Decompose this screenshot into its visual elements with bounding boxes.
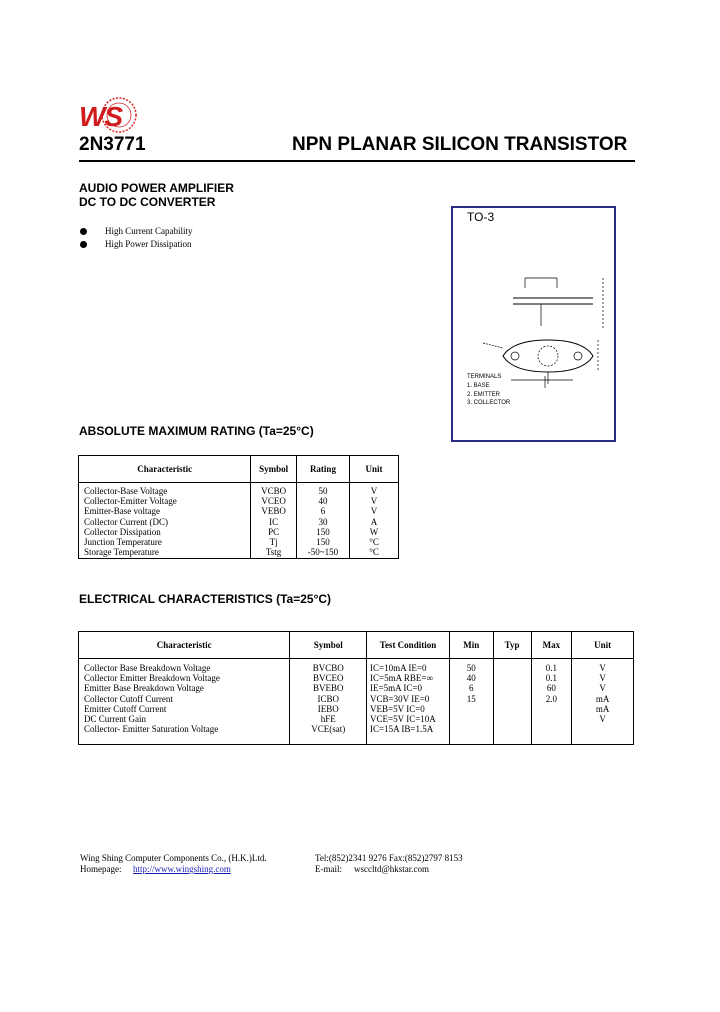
- table-cell: VCB=30V IE=0: [370, 693, 430, 704]
- table-cell: Emitter Base Breakdown Voltage: [84, 683, 204, 694]
- symbol-column: [251, 483, 296, 559]
- table-cell: V: [370, 486, 378, 496]
- table-cell: 150: [316, 537, 330, 548]
- table-cell: 6: [469, 683, 474, 694]
- col-header-max: Max: [531, 632, 572, 659]
- table-cell: °C: [369, 537, 379, 548]
- terminal-3: 3. COLLECTOR: [467, 400, 511, 406]
- table-cell: 2.0: [545, 693, 558, 704]
- feature-2: High Power Dissipation: [105, 239, 192, 249]
- unit-column: [350, 483, 399, 559]
- table-cell: W: [369, 526, 379, 537]
- col-header-min: Min: [449, 632, 493, 659]
- unit-column: [572, 659, 634, 745]
- bullet-icon: [80, 241, 87, 248]
- table-cell: 40: [318, 496, 328, 507]
- abs-max-title: ABSOLUTE MAXIMUM RATING (Ta=25°C): [79, 424, 314, 438]
- table-cell: BVCBO: [312, 663, 344, 673]
- table-cell: VCE=5V IC=10A: [370, 714, 436, 725]
- table-cell: 150: [316, 526, 330, 537]
- footer-company: Wing Shing Computer Components Co., (H.K.)Ltd.: [80, 853, 267, 863]
- table-cell: V: [370, 506, 378, 517]
- footer-email-label: E-mail:: [315, 864, 342, 874]
- table-cell: BVEBO: [312, 683, 344, 694]
- email-link[interactable]: wsccltd@hkstar.com: [354, 864, 430, 874]
- elec-table: [78, 631, 634, 745]
- table-cell: 50: [466, 663, 476, 673]
- table-cell: ICBO: [317, 693, 339, 704]
- col-header-rating: Rating: [296, 456, 349, 483]
- table-cell: 30: [318, 516, 328, 527]
- table-cell: 15: [466, 693, 476, 704]
- col-header-unit: Unit: [572, 632, 634, 659]
- table-cell: V: [599, 673, 606, 684]
- table-cell: V: [370, 496, 378, 507]
- characteristic-column: [79, 483, 251, 559]
- table-cell: PC: [268, 526, 280, 537]
- terminals-title: TERMINALS: [467, 374, 502, 380]
- table-cell: DC Current Gain: [84, 714, 146, 725]
- col-header-characteristic: Characteristic: [79, 632, 290, 659]
- table-cell: IC=15A IB=1.5A: [370, 724, 434, 735]
- table-cell: V: [599, 683, 606, 694]
- characteristic-column: [79, 659, 290, 745]
- table-cell: mA: [595, 703, 610, 714]
- table-cell: 40: [466, 673, 476, 684]
- table-cell: Storage Temperature: [84, 547, 159, 558]
- table-cell: 6: [320, 506, 326, 517]
- homepage-link[interactable]: http://www.wingshing.com: [133, 864, 231, 874]
- table-cell: °C: [369, 547, 379, 558]
- page-title: NPN PLANAR SILICON TRANSISTOR: [292, 134, 628, 155]
- table-cell: BVCEO: [312, 673, 344, 684]
- table-cell: 60: [546, 683, 556, 694]
- elec-title: ELECTRICAL CHARACTERISTICS (Ta=25°C): [79, 592, 332, 606]
- table-cell: mA: [595, 693, 610, 704]
- table-cell: VCBO: [261, 486, 287, 496]
- typ-column: [493, 659, 531, 745]
- table-cell: -50~150: [307, 547, 339, 558]
- footer-homepage-label: Homepage:: [80, 864, 122, 874]
- table-cell: hFE: [320, 714, 336, 725]
- col-header-test-condition: Test Condition: [367, 632, 450, 659]
- symbol-column: [290, 659, 367, 745]
- header-rule: [79, 160, 635, 162]
- col-header-symbol: Symbol: [251, 456, 296, 483]
- table-cell: VEBO: [261, 506, 286, 517]
- application-2: DC TO DC CONVERTER: [79, 195, 216, 209]
- table-cell: 0.1: [545, 663, 558, 673]
- table-cell: IC=5mA RBE=∞: [370, 673, 433, 684]
- company-logo: [79, 95, 143, 139]
- col-header-symbol: Symbol: [290, 632, 367, 659]
- terminal-2: 2. EMITTER: [467, 392, 501, 398]
- min-column: [449, 659, 493, 745]
- table-cell: IC: [269, 516, 279, 527]
- table-cell: IE=5mA IC=0: [370, 683, 422, 694]
- table-cell: 0.1: [545, 673, 558, 684]
- table-cell: Collector-Base Voltage: [84, 486, 168, 496]
- abs-max-table: [78, 455, 399, 559]
- part-number: 2N3771: [79, 134, 146, 155]
- application-1: AUDIO POWER AMPLIFIER: [79, 181, 234, 195]
- table-cell: Tstg: [265, 547, 282, 558]
- table-cell: Tj: [269, 537, 278, 548]
- table-cell: Junction Temperature: [84, 537, 162, 548]
- table-cell: Collector Base Breakdown Voltage: [84, 663, 211, 673]
- table-cell: IC=10mA IE=0: [370, 663, 427, 673]
- table-cell: IEBO: [317, 703, 339, 714]
- table-cell: V: [599, 714, 606, 725]
- col-header-unit: Unit: [350, 456, 399, 483]
- table-cell: Collector Cutoff Current: [84, 693, 173, 704]
- table-cell: VCE(sat): [311, 724, 346, 735]
- logo-text: WS: [79, 101, 123, 132]
- rating-column: [296, 483, 349, 559]
- table-cell: Emitter Cutoff Current: [84, 703, 167, 714]
- feature-1: High Current Capability: [105, 226, 193, 236]
- table-cell: Emitter-Base voltage: [84, 506, 161, 517]
- table-cell: Collector- Emitter Saturation Voltage: [84, 724, 219, 735]
- table-cell: Collector-Emitter Voltage: [84, 496, 177, 507]
- table-cell: A: [370, 516, 378, 527]
- table-cell: Collector Current (DC): [84, 516, 168, 527]
- table-cell: Collector Emitter Breakdown Voltage: [84, 673, 220, 684]
- max-column: [531, 659, 572, 745]
- bullet-icon: [80, 228, 87, 235]
- test-condition-column: [367, 659, 450, 745]
- package-outline-box: [451, 206, 616, 442]
- terminal-1: 1. BASE: [467, 383, 490, 389]
- col-header-characteristic: Characteristic: [79, 456, 251, 483]
- table-cell: VCEO: [261, 496, 286, 507]
- table-cell: VEB=5V IC=0: [370, 703, 425, 714]
- footer-tel-fax: Tel:(852)2341 9276 Fax:(852)2797 8153: [315, 853, 463, 863]
- col-header-typ: Typ: [493, 632, 531, 659]
- table-cell: 50: [318, 486, 328, 496]
- table-cell: Collector Dissipation: [84, 526, 161, 537]
- package-label: TO-3: [467, 210, 495, 224]
- table-cell: V: [599, 663, 606, 673]
